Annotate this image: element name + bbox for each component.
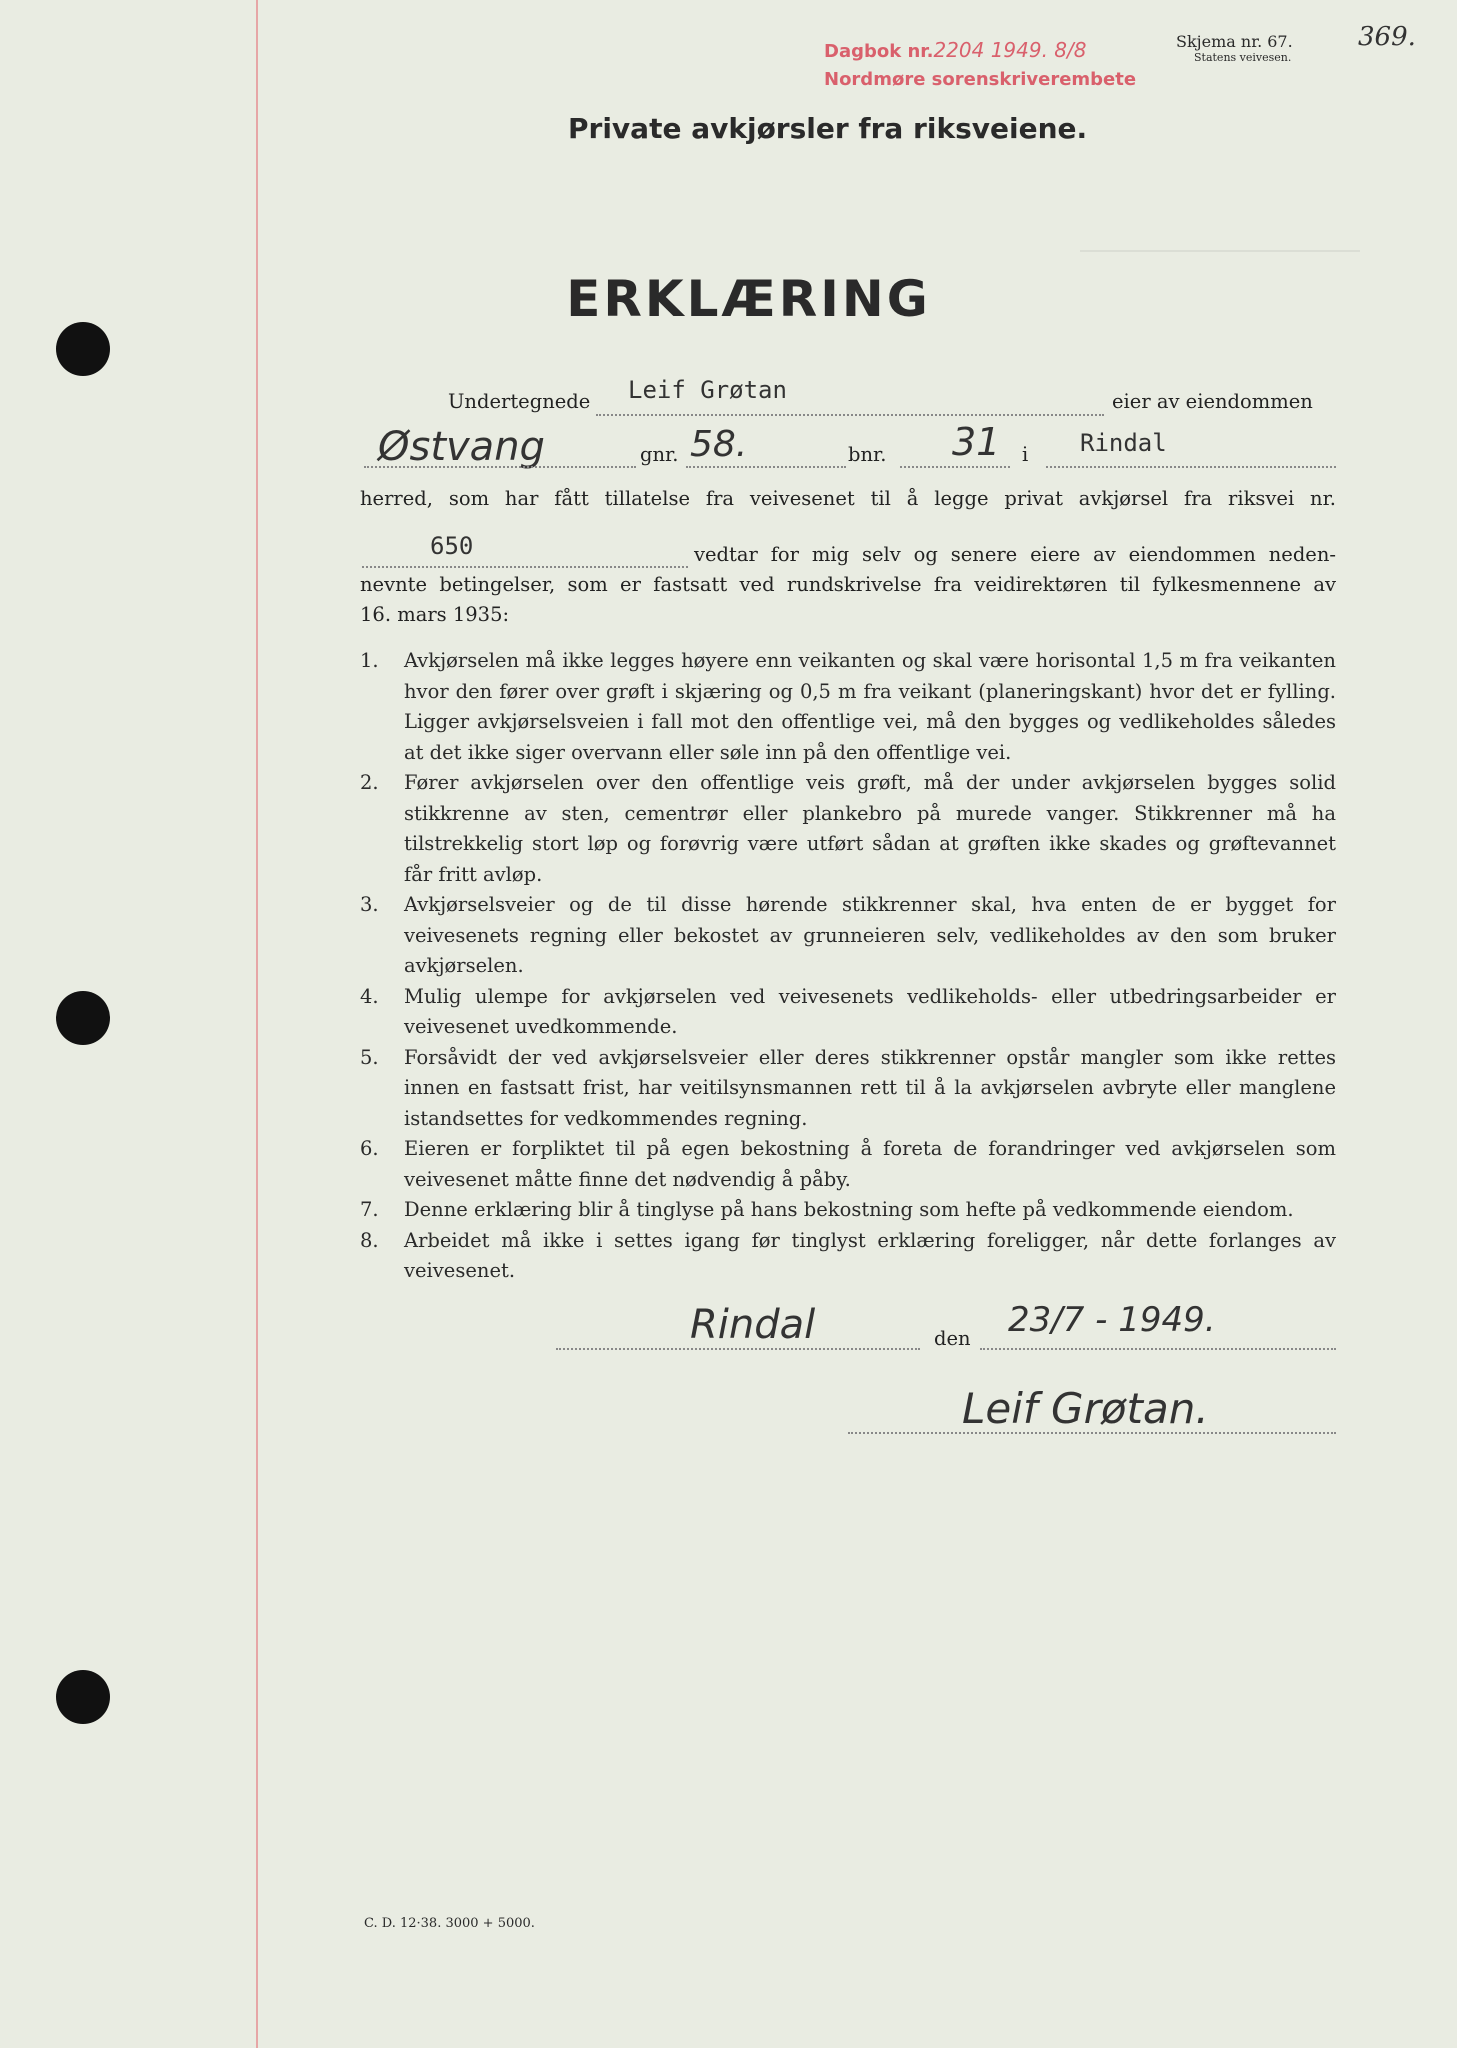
condition-text: Avkjørselen må ikke legges høyere enn veikanten og skal være horisontal 1,5 m fra veikanten hvor den fører over grøft i skjæring og 0,5 m fra veikant (planeringskant) hvor det er fylling. Ligger avkjørselsveien i fall mot den offentlige vei, må den bygges og vedlikeholdes således at det ikke siger overvann eller søle inn på den offentlige vei. bbox=[404, 649, 1336, 764]
form-text-line: nevnte betingelser, som er fastsatt ved rundskrivelse fra veidirektøren til fylkesmennene av bbox=[360, 573, 1336, 596]
signature-place: Rindal bbox=[690, 1302, 816, 1348]
condition-text: Avkjørselsveier og de til disse hørende stikkrenner skal, hva enten de er bygget for veivesenets regning eller bekostet av grunneieren selv, vedlikeholdes av den som bruker avkjørselen. bbox=[404, 893, 1336, 977]
condition-item bbox=[360, 768, 1336, 890]
punch-hole bbox=[56, 1670, 110, 1724]
condition-text: Mulig ulempe for avkjørselen ved veivesenets vedlikeholds- eller utbedringsarbeider er veivesenet uvedkommende. bbox=[404, 984, 1336, 1038]
condition-text: Arbeidet må ikke i settes igang før tinglyst erklæring foreligger, når dette forlanges av veivesenet. bbox=[404, 1228, 1336, 1282]
condition-number: 2. bbox=[360, 771, 379, 794]
stamp-handwritten-number: 2204 1949. 8/8 bbox=[933, 38, 1087, 62]
condition-item bbox=[360, 890, 1336, 982]
form-text-line: herred, som har fått tillatelse fra veivesenet til å legge privat avkjørsel fra riksvei nr. bbox=[360, 487, 1336, 510]
signature-date: 23/7 - 1949. bbox=[1008, 1300, 1216, 1340]
condition-item bbox=[360, 982, 1336, 1043]
condition-item bbox=[360, 1195, 1336, 1226]
gnr-value: 58. bbox=[690, 424, 748, 465]
condition-text: Denne erklæring blir å tinglyse på hans bekostning som hefte på vedkommende eiendom. bbox=[404, 1198, 1294, 1221]
fill-line bbox=[556, 1348, 920, 1350]
page-number: 369. bbox=[1358, 22, 1416, 52]
fill-line bbox=[900, 466, 1010, 468]
stamp-office: Nordmøre sorenskriverembete bbox=[824, 69, 1137, 90]
condition-number: 5. bbox=[360, 1045, 379, 1069]
condition-number: 8. bbox=[360, 1228, 379, 1252]
fill-line bbox=[362, 566, 688, 568]
form-text-line: 16. mars 1935: bbox=[360, 603, 510, 626]
condition-number: 6. bbox=[360, 1137, 379, 1160]
condition-number: 7. bbox=[360, 1198, 379, 1221]
herred-value: Rindal bbox=[1080, 429, 1167, 457]
registry-stamp bbox=[824, 36, 1136, 94]
skjema-label: Skjema nr. 67. bbox=[1176, 32, 1293, 51]
signature-line bbox=[848, 1432, 1336, 1434]
condition-number: 1. bbox=[360, 649, 379, 672]
bnr-label: bnr. bbox=[848, 443, 887, 466]
form-text-line: vedtar for mig selv og senere eiere av eiendommen neden- bbox=[694, 543, 1336, 566]
undertegnede-value: Leif Grøtan bbox=[628, 376, 787, 404]
bleed-through bbox=[1080, 210, 1360, 252]
undertegnede-label: Undertegnede bbox=[448, 390, 591, 413]
document-title: Private avkjørsler fra riksveiene. bbox=[568, 112, 1088, 145]
condition-number: 4. bbox=[360, 984, 379, 1008]
document-heading: ERKLÆRING bbox=[566, 270, 931, 328]
condition-item bbox=[360, 646, 1336, 768]
i-label: i bbox=[1022, 443, 1029, 466]
form-number bbox=[1176, 32, 1293, 64]
signature-name: Leif Grøtan. bbox=[962, 1384, 1209, 1433]
condition-item bbox=[360, 1134, 1336, 1195]
gnr-label: gnr. bbox=[640, 443, 679, 466]
stamp-label: Dagbok nr. bbox=[824, 41, 934, 62]
condition-text: Fører avkjørselen over den offentlige veis grøft, må der under avkjørselen bygges solid stikkrenne av sten, cementrør eller plankebro på murede vanger. Stikkrenner må ha tilstrekkelig stort løp og forøvrig være utført sådan at grøften ikke skades og grøftevannet får fritt avløp. bbox=[404, 771, 1336, 886]
punch-hole bbox=[56, 991, 110, 1045]
fill-line bbox=[686, 466, 846, 468]
condition-item bbox=[360, 1043, 1336, 1135]
condition-text: Forsåvidt der ved avkjørselsveier eller deres stikkrenner opstår mangler som ikke rettes innen en fastsatt frist, har veitilsynsmannen rett til å la avkjørselen avbryte eller manglene istandsettes for vedkommendes regning. bbox=[404, 1045, 1336, 1130]
fill-line bbox=[980, 1348, 1336, 1350]
condition-item bbox=[360, 1226, 1336, 1287]
eier-label: eier av eiendommen bbox=[1112, 390, 1313, 413]
fill-line bbox=[596, 414, 1104, 416]
riksvei-value: 650 bbox=[430, 532, 474, 560]
conditions-list bbox=[360, 646, 1336, 1287]
condition-text: Eieren er forpliktet til på egen bekostning å foreta de forandringer ved avkjørselen som veivesenet måtte finne det nødvendig å påby. bbox=[404, 1137, 1336, 1191]
condition-number: 3. bbox=[360, 893, 379, 916]
fill-line bbox=[1046, 466, 1336, 468]
print-code: C. D. 12·38. 3000 + 5000. bbox=[364, 1916, 535, 1931]
fill-line bbox=[364, 466, 636, 468]
punch-hole bbox=[56, 322, 110, 376]
den-label: den bbox=[934, 1327, 971, 1350]
bnr-value: 31 bbox=[952, 420, 1001, 464]
eiendom-value: Østvang bbox=[378, 424, 545, 470]
skjema-issuer: Statens veivesen. bbox=[1194, 51, 1292, 64]
